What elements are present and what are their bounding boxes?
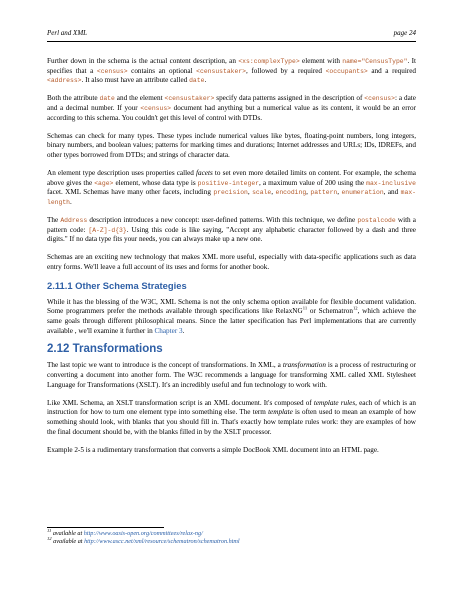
code-census: <census> bbox=[364, 95, 395, 103]
text: . bbox=[70, 197, 72, 206]
chapter-3-link[interactable]: Chapter 3 bbox=[154, 326, 183, 335]
code-enumeration: enumeration bbox=[341, 189, 384, 197]
footnote-ref-12[interactable]: 12 bbox=[353, 306, 358, 312]
code-postalcode: postalcode bbox=[357, 217, 396, 225]
code-address: Address bbox=[60, 217, 88, 225]
paragraph-template-rules bbox=[47, 399, 416, 437]
term-template-rules: template rules bbox=[313, 398, 356, 407]
header-page-number: page 24 bbox=[393, 29, 416, 37]
text: with a pattern code: bbox=[47, 216, 416, 234]
code-pattern-regex: [A-Z]-d{3} bbox=[88, 226, 127, 234]
text: , bbox=[306, 188, 311, 197]
footnote-11 bbox=[47, 527, 416, 538]
text: and a required bbox=[367, 66, 417, 75]
code-census: <census> bbox=[96, 67, 128, 75]
paragraph-transformation-intro bbox=[47, 361, 416, 390]
text: . It also must have an attribute called bbox=[81, 76, 190, 85]
footnote-divider bbox=[47, 527, 164, 528]
text: , each of which is an instruction for how to turn one element type into something else. The term bbox=[47, 398, 416, 417]
paragraph-schemas-exciting: Schemas are an exciting new technology that makes XML more useful, especially with data-specific applications such as data entry forms. We'll leave a full account of its uses and forms for another book. bbox=[47, 253, 416, 272]
code-censustaker: <censustaker> bbox=[196, 67, 247, 75]
text: is often used to mean an example of how something should look, with blanks that you should fill in. That's exactly how template rules work: they are examples of how the final document should be, with the blanks filled in by the XSLT processor. bbox=[47, 408, 416, 436]
code-occupants: <occupants> bbox=[325, 67, 368, 75]
page-header bbox=[47, 29, 416, 42]
code-max-inclusive: max-inclusive bbox=[366, 179, 416, 187]
footnote-number: 11 bbox=[47, 527, 52, 533]
footnote-link-schematron[interactable]: http://www.ascc.net/xml/resource/schematron/schematron.html bbox=[84, 537, 240, 545]
text: , bbox=[337, 188, 342, 197]
paragraph-facets bbox=[47, 169, 416, 207]
text: , bbox=[271, 188, 276, 197]
code-positive-integer: positive-integer bbox=[197, 179, 260, 187]
footnote-12 bbox=[47, 535, 416, 546]
footnote-ref-11[interactable]: 11 bbox=[302, 306, 308, 312]
text: Further down in the schema is the actual content description, an bbox=[47, 57, 239, 65]
text: While it has the blessing of the W3C, XML Schema is not the only schema option available for flexible document validation. Some programmers prefer the methods available through specifications like RelaxNG bbox=[47, 297, 416, 316]
page-body bbox=[47, 57, 416, 464]
text: is a process of restructuring or converting a document into another form. The W3C recommends a language for transforming XML called XML Stylesheet Language for Transformations (XSLT). It's an incredibly useful and fun technology to work with. bbox=[47, 361, 416, 389]
text: , and bbox=[383, 188, 401, 197]
text: specify data patterns assigned in the description of bbox=[214, 94, 365, 103]
text: , which achieve the same goals through different philosophical means. Since the latter specification has Perl implementations that are currently available , we'll examine it further in bbox=[47, 307, 416, 335]
text: , followed by a required bbox=[246, 66, 326, 75]
text: An element type description uses properties called bbox=[47, 169, 197, 178]
code-complextype: <xs:complexType> bbox=[238, 58, 300, 65]
code-name-attr: name="CensusType" bbox=[342, 58, 408, 65]
text: element, whose data type is bbox=[113, 178, 198, 187]
text: and the element bbox=[114, 94, 165, 103]
term-facets: facets bbox=[196, 169, 213, 178]
footnote-text: available at bbox=[51, 537, 85, 545]
code-date: date bbox=[189, 77, 205, 85]
text: The bbox=[47, 216, 61, 225]
paragraph-other-strategies bbox=[47, 298, 416, 336]
paragraph-user-patterns bbox=[47, 216, 416, 245]
text: . It specifies that a bbox=[47, 57, 417, 75]
code-scale: scale bbox=[252, 189, 272, 197]
text: . bbox=[182, 326, 185, 335]
paragraph-example-2-5: Example 2-5 is a rudimentary transformation that converts a simple DocBook XML document into an HTML page. bbox=[47, 445, 379, 454]
code-max-length: max-length bbox=[47, 189, 417, 206]
text: facet. XML Schemas have many other facets, including bbox=[47, 188, 214, 197]
text: document had anything but a numerical value as its content, it would be an error according to this schema. You couldn't get this level of control with DTDs. bbox=[47, 103, 416, 122]
footnote-text: available at bbox=[51, 529, 84, 537]
text: to set even more detailed limits on content. For example, the schema above gives the bbox=[47, 169, 416, 187]
code-encoding: encoding bbox=[275, 189, 307, 197]
code-date: date bbox=[99, 95, 115, 103]
code-pattern: pattern bbox=[310, 189, 338, 197]
code-age: <age> bbox=[94, 179, 114, 187]
text: . Using this code is like saying, "Accept any alphabetic character followed by a dash and three digits." If no data type fits your needs, you can always make up a new one. bbox=[47, 225, 416, 244]
text: Like XML Schema, an XSLT transformation script is an XML document. It's composed of bbox=[47, 398, 314, 407]
footnote-link-relax-ng[interactable]: http://www.oasis-open.org/committees/relax-ng/ bbox=[83, 529, 203, 537]
code-censustaker: <censustaker> bbox=[164, 95, 215, 103]
term-template: template bbox=[268, 408, 293, 417]
term-transformation: transformation bbox=[282, 361, 326, 370]
text: , a maximum value of 200 using the bbox=[259, 178, 367, 187]
footnote-number: 12 bbox=[47, 535, 52, 541]
text: . bbox=[204, 76, 207, 85]
code-address: <address> bbox=[47, 77, 82, 85]
text: element with bbox=[299, 57, 343, 65]
header-title: Perl and XML bbox=[47, 29, 88, 37]
section-heading-other-schema-strategies: 2.11.1 Other Schema Strategies bbox=[47, 280, 187, 292]
code-census: <census> bbox=[140, 104, 172, 112]
paragraph-data-patterns bbox=[47, 94, 416, 123]
paragraph-complex-type bbox=[47, 57, 416, 86]
code-precision: precision bbox=[213, 189, 248, 197]
section-heading-transformations: 2.12 Transformations bbox=[47, 342, 163, 355]
text: : a date and a decimal number. If your bbox=[47, 94, 416, 112]
footnotes bbox=[47, 527, 416, 546]
text: The last topic we want to introduce is the concept of transformations. In XML, a bbox=[47, 361, 283, 370]
text: description introduces a new concept: user-defined patterns. With this technique, we define bbox=[87, 216, 358, 225]
text: contains an optional bbox=[127, 66, 197, 75]
text: , bbox=[247, 188, 253, 197]
paragraph-schema-types: Schemas can check for many types. These types include numerical values like bytes, floating-point numbers, long integers, binary numbers, and boolean values; patterns for marking times and durations; Internet addresses and URLs; IDs, IDREFs, and other types borrowed from DTDs; and strings of character data. bbox=[47, 131, 416, 159]
text: Both the attribute bbox=[47, 94, 100, 103]
text: or Schematron bbox=[307, 307, 353, 316]
